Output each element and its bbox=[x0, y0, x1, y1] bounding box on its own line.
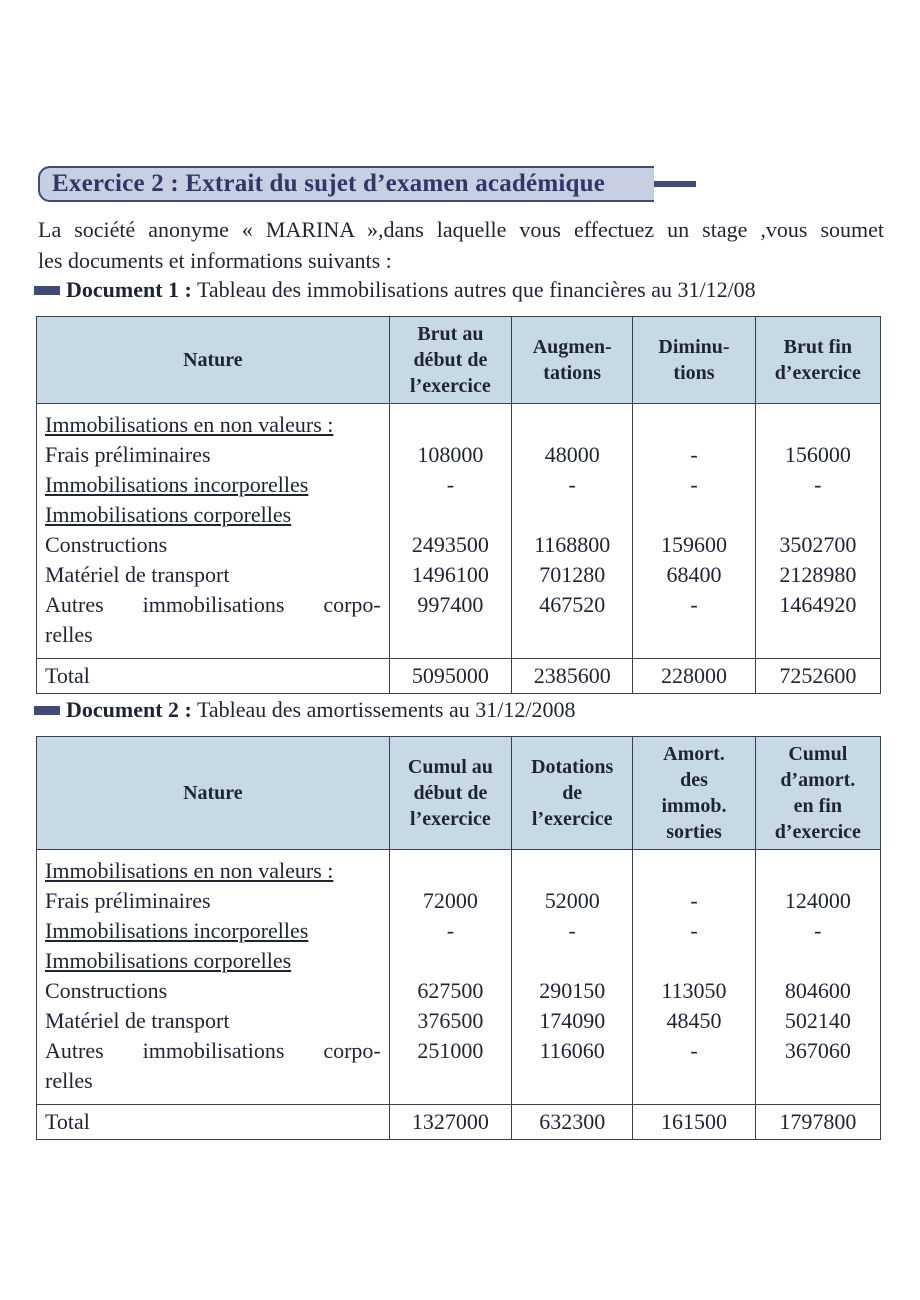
cell-value bbox=[398, 620, 503, 650]
cell-value: - bbox=[690, 442, 698, 467]
cell-value: 48000 bbox=[544, 442, 600, 467]
cell-value bbox=[520, 620, 624, 650]
row-label: Immobilisations corporelles bbox=[45, 948, 292, 973]
cell-value: 502140 bbox=[784, 1008, 851, 1033]
cell-value: - bbox=[690, 888, 698, 913]
cell-value: 116060 bbox=[539, 1038, 605, 1063]
cell-value: 701280 bbox=[539, 562, 606, 587]
amortissements-table bbox=[36, 736, 881, 1140]
document-2-label: Document 2 : bbox=[66, 697, 192, 722]
header-dotations: Dotations de l’exercice bbox=[512, 737, 633, 850]
header-nature: Nature bbox=[37, 317, 390, 404]
total-value: 1797800 bbox=[755, 1105, 880, 1140]
cell-value bbox=[398, 946, 503, 976]
value-column bbox=[633, 850, 755, 1105]
cell-value bbox=[520, 500, 624, 530]
title-decoration-bar bbox=[654, 181, 696, 187]
cell-value: 2493500 bbox=[411, 532, 489, 557]
row-label: Immobilisations incorporelles bbox=[45, 918, 309, 943]
nature-column bbox=[37, 850, 390, 1105]
cell-value: - bbox=[690, 918, 698, 943]
total-value: 7252600 bbox=[755, 659, 880, 694]
cell-value bbox=[398, 1066, 503, 1096]
intro-line-1: La société anonyme « MARINA »,dans laquelle vous effectuez un stage ,vous soumet bbox=[38, 217, 884, 242]
header-nature: Nature bbox=[37, 737, 390, 850]
cell-value: 2128980 bbox=[779, 562, 857, 587]
row-label: Frais préliminaires bbox=[45, 442, 211, 467]
value-column bbox=[755, 850, 880, 1105]
cell-value: 997400 bbox=[417, 592, 484, 617]
cell-value bbox=[764, 1066, 872, 1096]
header-diminutions: Diminu- tions bbox=[633, 317, 755, 404]
cell-value: 1168800 bbox=[534, 532, 611, 557]
value-column bbox=[512, 404, 633, 659]
total-value: 1327000 bbox=[389, 1105, 511, 1140]
value-column bbox=[755, 404, 880, 659]
value-column bbox=[389, 850, 511, 1105]
cell-value: 108000 bbox=[417, 442, 484, 467]
total-value: 161500 bbox=[633, 1105, 755, 1140]
cell-value: 367060 bbox=[784, 1038, 851, 1063]
cell-value bbox=[641, 500, 746, 530]
cell-value bbox=[641, 946, 746, 976]
cell-value bbox=[398, 500, 503, 530]
cell-value: 627500 bbox=[417, 978, 484, 1003]
cell-value: 804600 bbox=[784, 978, 851, 1003]
cell-value: 467520 bbox=[539, 592, 606, 617]
cell-value: 174090 bbox=[539, 1008, 606, 1033]
exercise-title: Exercice 2 : Extrait du sujet d’examen académique bbox=[52, 170, 606, 197]
value-column bbox=[633, 404, 755, 659]
cell-value: - bbox=[690, 592, 698, 617]
cell-value: 68400 bbox=[666, 562, 722, 587]
header-augmentations: Augmen- tations bbox=[512, 317, 633, 404]
cell-value bbox=[398, 410, 503, 440]
square-bullet-icon bbox=[34, 286, 60, 295]
header-cumul-fin: Cumul d’amort. en fin d’exercice bbox=[755, 737, 880, 850]
value-column bbox=[512, 850, 633, 1105]
cell-value: 72000 bbox=[422, 888, 478, 913]
cell-value bbox=[641, 1066, 746, 1096]
document-2-heading bbox=[34, 697, 575, 723]
total-row bbox=[37, 659, 881, 694]
row-label: Autres immobilisations corpo- bbox=[45, 1038, 381, 1063]
total-label: Total bbox=[37, 659, 390, 694]
cell-value: 376500 bbox=[417, 1008, 484, 1033]
cell-value: 159600 bbox=[660, 532, 727, 557]
row-label: Immobilisations en non valeurs : bbox=[45, 858, 334, 883]
cell-value: 52000 bbox=[544, 888, 600, 913]
row-label: Immobilisations corporelles bbox=[45, 502, 292, 527]
cell-value bbox=[764, 500, 872, 530]
row-label: Constructions bbox=[45, 978, 168, 1003]
value-column bbox=[389, 404, 511, 659]
header-amort-sorties: Amort. des immob. sorties bbox=[633, 737, 755, 850]
cell-value bbox=[764, 856, 872, 886]
cell-value: 113050 bbox=[661, 978, 727, 1003]
cell-value bbox=[764, 410, 872, 440]
intro-paragraph bbox=[38, 214, 884, 276]
cell-value bbox=[520, 410, 624, 440]
header-brut-fin: Brut fin d’exercice bbox=[755, 317, 880, 404]
cell-value bbox=[520, 856, 624, 886]
total-value: 5095000 bbox=[389, 659, 511, 694]
cell-value: 3502700 bbox=[779, 532, 857, 557]
cell-value bbox=[641, 856, 746, 886]
cell-value: - bbox=[814, 918, 822, 943]
cell-value bbox=[520, 946, 624, 976]
document-1-title: Tableau des immobilisations autres que financières au 31/12/08 bbox=[196, 277, 756, 302]
document-1-heading bbox=[34, 277, 756, 303]
immobilisations-table bbox=[36, 316, 881, 694]
cell-value bbox=[641, 620, 746, 650]
cell-value: - bbox=[690, 1038, 698, 1063]
row-label: Matériel de transport bbox=[45, 562, 230, 587]
cell-value bbox=[641, 410, 746, 440]
row-label: Immobilisations en non valeurs : bbox=[45, 412, 334, 437]
intro-line-2: les documents et informations suivants : bbox=[38, 248, 392, 273]
cell-value: 290150 bbox=[539, 978, 606, 1003]
square-bullet-icon bbox=[34, 706, 60, 715]
cell-value: - bbox=[814, 472, 822, 497]
document-1-label: Document 1 : bbox=[66, 277, 192, 302]
cell-value: 1496100 bbox=[411, 562, 489, 587]
row-label: Matériel de transport bbox=[45, 1008, 230, 1033]
total-row bbox=[37, 1105, 881, 1140]
cell-value bbox=[764, 946, 872, 976]
row-label: Frais préliminaires bbox=[45, 888, 211, 913]
cell-value: 124000 bbox=[784, 888, 851, 913]
total-value: 2385600 bbox=[512, 659, 633, 694]
cell-value: - bbox=[568, 472, 576, 497]
row-label: relles bbox=[45, 1068, 93, 1093]
cell-value: - bbox=[446, 918, 455, 943]
header-cumul-debut: Cumul au début de l’exercice bbox=[389, 737, 511, 850]
cell-value: - bbox=[690, 472, 698, 497]
row-label: Constructions bbox=[45, 532, 168, 557]
cell-value: - bbox=[446, 472, 455, 497]
header-brut-debut: Brut au début de l’exercice bbox=[389, 317, 511, 404]
total-label: Total bbox=[37, 1105, 390, 1140]
cell-value bbox=[764, 620, 872, 650]
row-label: relles bbox=[45, 622, 93, 647]
cell-value: 156000 bbox=[784, 442, 851, 467]
cell-value: - bbox=[568, 918, 576, 943]
row-label: Autres immobilisations corpo- bbox=[45, 592, 381, 617]
cell-value bbox=[398, 856, 503, 886]
cell-value bbox=[520, 1066, 624, 1096]
cell-value: 48450 bbox=[666, 1008, 722, 1033]
document-2-title: Tableau des amortissements au 31/12/2008 bbox=[196, 697, 576, 722]
row-label: Immobilisations incorporelles bbox=[45, 472, 309, 497]
cell-value: 1464920 bbox=[779, 592, 857, 617]
nature-column bbox=[37, 404, 390, 659]
exercise-title-banner bbox=[38, 166, 654, 202]
total-value: 228000 bbox=[633, 659, 755, 694]
total-value: 632300 bbox=[512, 1105, 633, 1140]
cell-value: 251000 bbox=[417, 1038, 484, 1063]
